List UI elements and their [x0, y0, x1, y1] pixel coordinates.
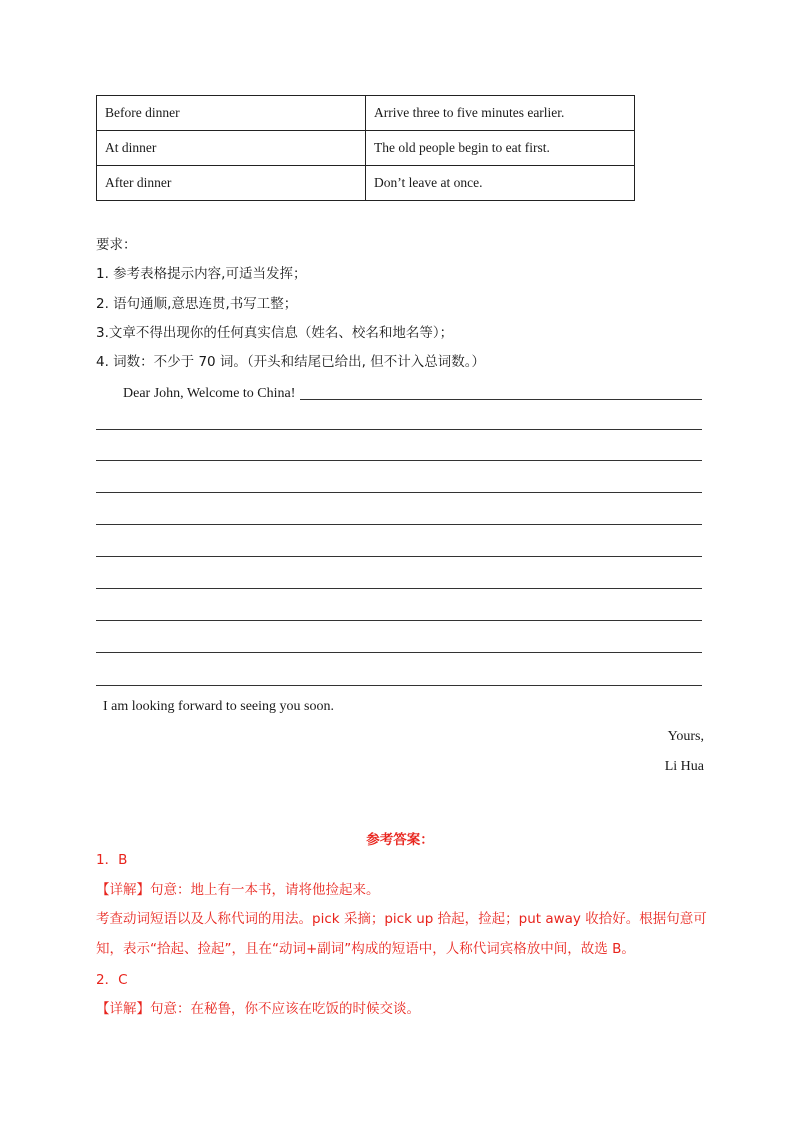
table-cell-when: At dinner: [97, 131, 366, 166]
answer-label: 1．B: [96, 852, 128, 868]
table-cell-tip: Don’t leave at once.: [366, 166, 635, 201]
writing-line[interactable]: [300, 399, 702, 400]
answer-explanation: 考查动词短语以及人称代词的用法。pick 采摘；pick up 拾起，捡起；put away 收拾好。根据句意可: [96, 911, 707, 927]
writing-line[interactable]: [96, 620, 702, 621]
writing-line[interactable]: [96, 524, 702, 525]
writing-line[interactable]: [96, 652, 702, 653]
table-cell-when: After dinner: [97, 166, 366, 201]
letter-closing: I am looking forward to seeing you soon.: [103, 699, 334, 714]
requirement-item: 3.文章不得出现你的任何真实信息（姓名、校名和地名等）；: [96, 325, 454, 341]
answer-explanation: 知，表示“拾起、捡起”，且在“动词+副词”构成的短语中，人称代词宾格放中间，故选 B。: [96, 941, 635, 957]
writing-line[interactable]: [96, 588, 702, 589]
table-row: [97, 131, 635, 166]
letter-opening: Dear John, Welcome to China!: [123, 386, 296, 401]
requirement-item: 1. 参考表格提示内容,可适当发挥；: [96, 266, 307, 282]
writing-line[interactable]: [96, 492, 702, 493]
requirements-title: 要求：: [96, 237, 137, 253]
table-row: [97, 166, 635, 201]
writing-line[interactable]: [96, 556, 702, 557]
etiquette-table: [96, 95, 635, 201]
answer-detail: 【详解】句意：地上有一本书，请将他捡起来。: [96, 882, 380, 898]
requirement-item: 4. 词数：不少于 70 词。（开头和结尾已给出, 但不计入总词数。）: [96, 354, 486, 370]
table-row: [97, 96, 635, 131]
requirement-item: 2. 语句通顺,意思连贯,书写工整；: [96, 296, 298, 312]
answer-label: 2．C: [96, 972, 128, 988]
table-cell-when: Before dinner: [97, 96, 366, 131]
writing-line[interactable]: [96, 460, 702, 461]
letter-signoff: Yours,: [667, 729, 704, 744]
table-cell-tip: Arrive three to five minutes earlier.: [366, 96, 635, 131]
writing-line[interactable]: [96, 685, 702, 686]
table-cell-tip: The old people begin to eat first.: [366, 131, 635, 166]
letter-signature: Li Hua: [664, 759, 704, 774]
answers-title: 参考答案：: [366, 832, 434, 848]
writing-line[interactable]: [96, 429, 702, 430]
answer-detail: 【详解】句意：在秘鲁，你不应该在吃饭的时候交谈。: [96, 1001, 420, 1017]
